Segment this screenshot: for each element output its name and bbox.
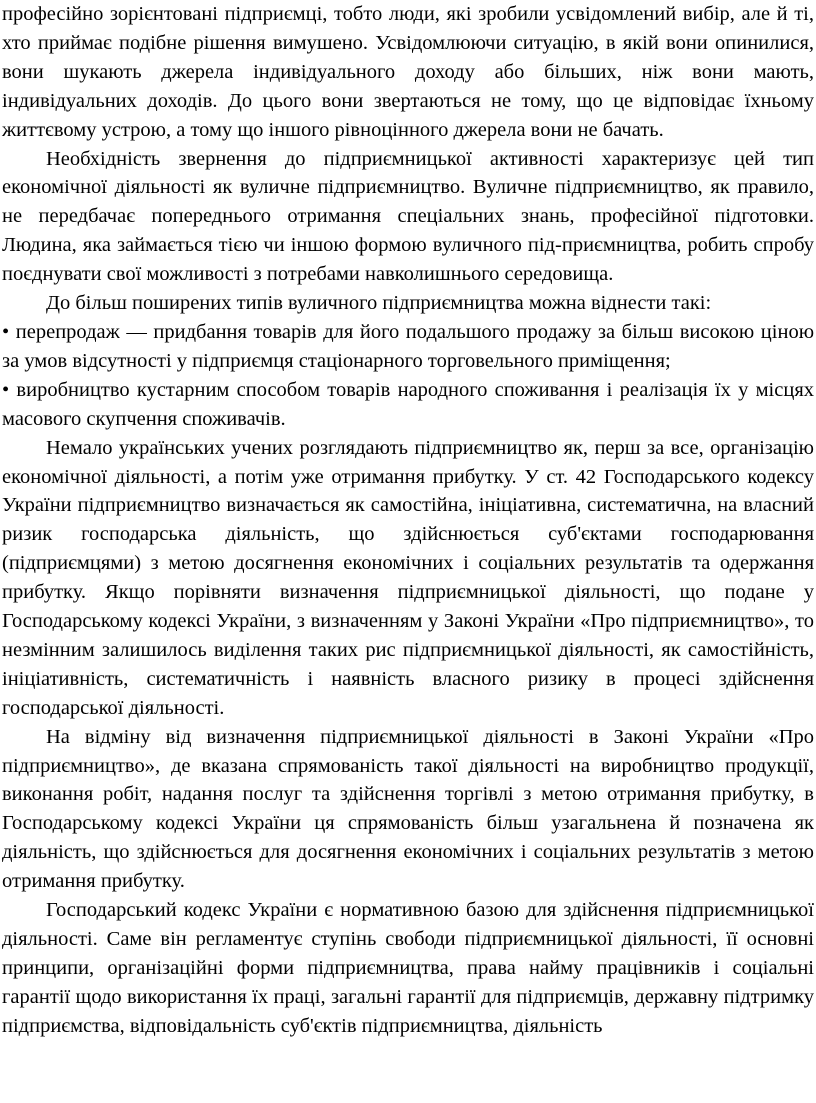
bullet-marker: • [2, 320, 10, 343]
paragraph-commercial-code-definition: Немало українських учених розглядають підприємництво як, перш за все, організацію економічної діяльності, а потім уже отримання прибутку. У ст. 42 Господарського кодексу України підприємництво визначається як самостійна, ініціативна, систематична, на власний ризик господарська діяльність, що здійснюється суб'єктами господарювання (підприємцями) з метою досягнення економічних і соціальних результатів та одержання прибутку. Якщо порівняти визначення підприємницької діяльності, що подане у Господарському кодексі України, з визначенням у Законі України «Про підприємництво», то незмінним залишилось виділення таких рис підприємницької діяльності, як самостійність, ініціативність, систематичність і наявність власного ризику в процесі здійснення господарської діяльності. [2, 436, 814, 719]
paragraph-street-entrepreneurship: Необхідність звернення до підприємницької активності характеризує цей тип економічної діяльності як вуличне підприємництво. Вуличне підприємництво, як правило, не передбачає попереднього отримання спеціальних знань, професійної підготовки. Людина, яка займається тією чи іншою формою вуличного під-приємництва, робить спробу поєднувати свої можливості з потребами навколишнього середовища. [2, 147, 814, 286]
paragraph-law-comparison: На відміну від визначення підприємницької діяльності в Законі України «Про підприємництво», де вказана спрямованість такої діяльності на виробництво продукції, виконання робіт, надання послуг та здійснення торгівлі з метою отримання прибутку, в Господарському кодексі України ця спрямованість більш узагальнена й позначена як діяльність, що здійснюється для досягнення економічних і соціальних результатів з метою отримання прибутку. [2, 725, 814, 893]
paragraph-continuation: професійно зорієнтовані підприємці, тобто люди, які зробили усвідомлений вибір, але й ті, хто приймає подібне рішення вимушено. Усвідомлюючи ситуацію, в якій вони опинилися, вони шукають джерела індивідуального доходу або більших, ніж вони мають, індивідуальних доходів. До цього вони звертаються не тому, що це відповідає їхньому життєвому устрою, а тому що іншого рівноцінного джерела вони не бачать. [2, 3, 814, 141]
paragraph-normative-base: Господарський кодекс України є нормативною базою для здійснення підприємницької діяльності. Саме він регламентує ступінь свободи підприємницької діяльності, її основні принципи, організаційні форми підприємництва, права найму працівників і соціальні гарантії щодо використання їх праці, загальні гарантії для підприємців, державну підтримку підприємства, відповідальність суб'єктів підприємництва, діяльність [2, 899, 814, 1037]
bullet-marker: • [2, 378, 10, 401]
bullet-text: виробництво кустарним способом товарів народного споживання і реалізація їх у місцях масового скупчення споживачів. [2, 378, 814, 430]
bullet-item-resale [2, 318, 814, 376]
paragraph-types-intro: До більш поширених типів вуличного підприємництва можна віднести такі: [46, 292, 712, 315]
bullet-text: перепродаж — придбання товарів для його подальшого продажу за більш високою ціною за умов відсутності у підприємця стаціонарного торговельного приміщення; [2, 320, 815, 372]
bullet-item-handicraft [2, 376, 814, 434]
